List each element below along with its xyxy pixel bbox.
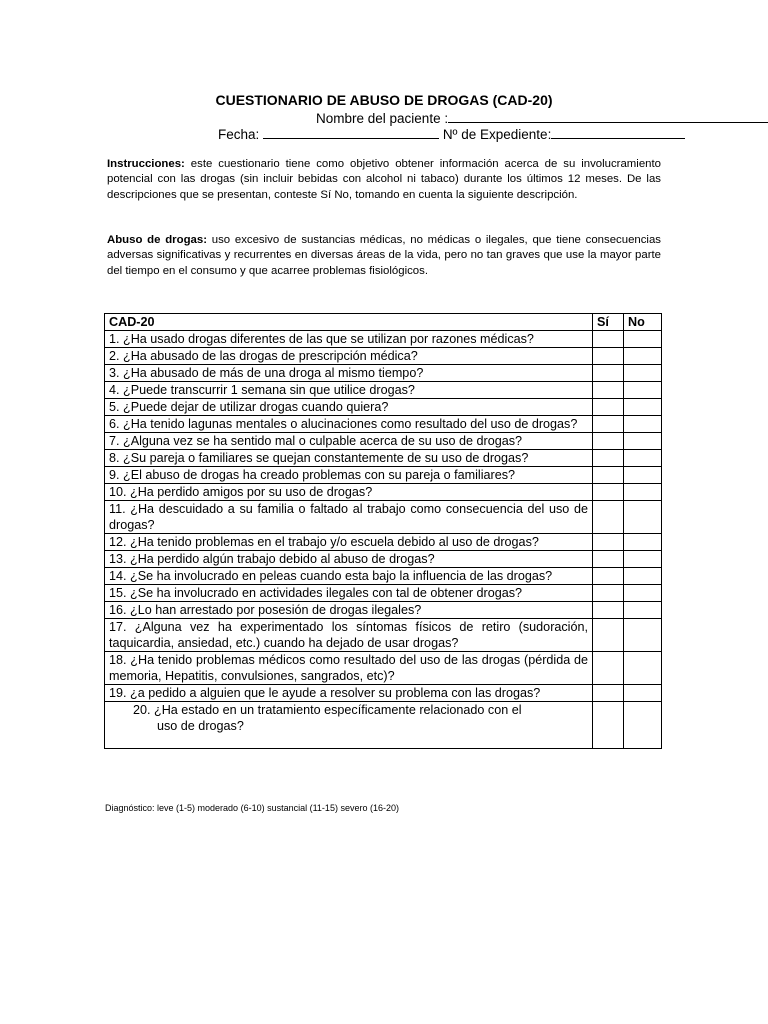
table-row (105, 416, 662, 433)
answer-yes-cell[interactable] (593, 416, 624, 433)
answer-no-cell[interactable] (624, 467, 662, 484)
question-2: 2. ¿Ha abusado de las drogas de prescripción médica? (105, 348, 593, 365)
table-row (105, 365, 662, 382)
question-17: 17. ¿Alguna vez ha experimentado los síntomas físicos de retiro (sudoración, taquicardia, ansiedad, etc.) cuando ha dejado de usar drogas? (105, 619, 593, 652)
table-row (105, 484, 662, 501)
question-18: 18. ¿Ha tenido problemas médicos como resultado del uso de las drogas (pérdida de memoria, Hepatitis, convulsiones, sangrados, etc)? (105, 652, 593, 685)
table-row (105, 652, 662, 685)
patient-name-line (316, 110, 768, 126)
answer-yes-cell[interactable] (593, 551, 624, 568)
answer-yes-cell[interactable] (593, 685, 624, 702)
question-14: 14. ¿Se ha involucrado en peleas cuando esta bajo la influencia de las drogas? (105, 568, 593, 585)
answer-no-cell[interactable] (624, 685, 662, 702)
table-row (105, 331, 662, 348)
answer-yes-cell[interactable] (593, 382, 624, 399)
table-header-row (105, 314, 662, 331)
date-field[interactable] (263, 126, 439, 139)
table-row (105, 467, 662, 484)
question-15: 15. ¿Se ha involucrado en actividades ilegales con tal de obtener drogas? (105, 585, 593, 602)
question-9: 9. ¿El abuso de drogas ha creado problemas con su pareja o familiares? (105, 467, 593, 484)
question-3: 3. ¿Ha abusado de más de una droga al mismo tiempo? (105, 365, 593, 382)
answer-yes-cell[interactable] (593, 602, 624, 619)
date-label: Fecha: (218, 127, 260, 142)
answer-no-cell[interactable] (624, 450, 662, 467)
header-no: No (624, 314, 662, 331)
answer-yes-cell[interactable] (593, 484, 624, 501)
answer-no-cell[interactable] (624, 484, 662, 501)
table-row (105, 399, 662, 416)
answer-no-cell[interactable] (624, 382, 662, 399)
answer-yes-cell[interactable] (593, 433, 624, 450)
definition-text: uso excesivo de sustancias médicas, no médicas o ilegales, que tiene consecuencias adversas significativas y recurrentes en diversas áreas de la vida, pero no tan graves que use la mayor parte del tiempo en el consumo y que acarree problemas fisiológicos. (107, 234, 661, 277)
instructions-paragraph (107, 157, 661, 203)
definition-heading: Abuso de drogas: (107, 234, 207, 246)
patient-name-field[interactable] (448, 110, 768, 123)
definition-paragraph (107, 233, 661, 279)
answer-yes-cell[interactable] (593, 467, 624, 484)
table-row (105, 433, 662, 450)
answer-yes-cell[interactable] (593, 365, 624, 382)
table-row (105, 450, 662, 467)
answer-no-cell[interactable] (624, 619, 662, 652)
table-row (105, 501, 662, 534)
patient-name-label: Nombre del paciente : (316, 111, 449, 126)
header-yes: Sí (593, 314, 624, 331)
answer-yes-cell[interactable] (593, 619, 624, 652)
table-row (105, 568, 662, 585)
table-row (105, 602, 662, 619)
date-record-line (218, 126, 685, 142)
answer-no-cell[interactable] (624, 602, 662, 619)
table-row (105, 685, 662, 702)
question-11: 11. ¿Ha descuidado a su familia o faltado al trabajo como consecuencia del uso de drogas? (105, 501, 593, 534)
answer-no-cell[interactable] (624, 399, 662, 416)
answer-no-cell[interactable] (624, 501, 662, 534)
question-20-line2: uso de drogas? (157, 719, 244, 733)
table-row (105, 534, 662, 551)
table-row (105, 702, 662, 749)
table-row (105, 585, 662, 602)
answer-yes-cell[interactable] (593, 568, 624, 585)
questions-body (105, 331, 662, 749)
answer-no-cell[interactable] (624, 551, 662, 568)
answer-yes-cell[interactable] (593, 585, 624, 602)
question-1: 1. ¿Ha usado drogas diferentes de las que se utilizan por razones médicas? (105, 331, 593, 348)
answer-yes-cell[interactable] (593, 331, 624, 348)
answer-yes-cell[interactable] (593, 348, 624, 365)
answer-yes-cell[interactable] (593, 652, 624, 685)
questionnaire-table (104, 313, 662, 749)
answer-yes-cell[interactable] (593, 399, 624, 416)
answer-no-cell[interactable] (624, 416, 662, 433)
table-row (105, 551, 662, 568)
answer-yes-cell[interactable] (593, 534, 624, 551)
answer-yes-cell[interactable] (593, 702, 624, 749)
answer-no-cell[interactable] (624, 534, 662, 551)
header-cad20: CAD-20 (105, 314, 593, 331)
question-6: 6. ¿Ha tenido lagunas mentales o alucinaciones como resultado del uso de drogas? (105, 416, 593, 433)
answer-yes-cell[interactable] (593, 450, 624, 467)
answer-no-cell[interactable] (624, 331, 662, 348)
answer-no-cell[interactable] (624, 652, 662, 685)
answer-no-cell[interactable] (624, 433, 662, 450)
question-13: 13. ¿Ha perdido algún trabajo debido al abuso de drogas? (105, 551, 593, 568)
record-field[interactable] (551, 126, 685, 139)
question-8: 8. ¿Su pareja o familiares se quejan constantemente de su uso de drogas? (105, 450, 593, 467)
question-5: 5. ¿Puede dejar de utilizar drogas cuando quiera? (105, 399, 593, 416)
table-row (105, 348, 662, 365)
answer-no-cell[interactable] (624, 568, 662, 585)
question-10: 10. ¿Ha perdido amigos por su uso de drogas? (105, 484, 593, 501)
document-title: CUESTIONARIO DE ABUSO DE DROGAS (CAD-20) (215, 92, 553, 108)
question-4: 4. ¿Puede transcurrir 1 semana sin que utilice drogas? (105, 382, 593, 399)
answer-no-cell[interactable] (624, 702, 662, 749)
instructions-text: este cuestionario tiene como objetivo obtener información acerca de su involucramiento potencial con las drogas (sin incluir bebidas con alcohol ni tabaco) durante los últimos 12 meses. De las descripciones que se presentan, conteste Sí No, tomando en cuenta la siguiente descripción. (107, 158, 661, 201)
record-label: Nº de Expediente: (442, 127, 552, 142)
table-row (105, 382, 662, 399)
answer-yes-cell[interactable] (593, 501, 624, 534)
table-row (105, 619, 662, 652)
answer-no-cell[interactable] (624, 365, 662, 382)
question-7: 7. ¿Alguna vez se ha sentido mal o culpable acerca de su uso de drogas? (105, 433, 593, 450)
question-20-line1: 20. ¿Ha estado en un tratamiento específicamente relacionado con el (133, 703, 522, 717)
answer-no-cell[interactable] (624, 348, 662, 365)
question-16: 16. ¿Lo han arrestado por posesión de drogas ilegales? (105, 602, 593, 619)
instructions-heading: Instrucciones: (107, 158, 185, 170)
answer-no-cell[interactable] (624, 585, 662, 602)
question-20 (105, 702, 593, 749)
question-19: 19. ¿a pedido a alguien que le ayude a resolver su problema con las drogas? (105, 685, 593, 702)
question-12: 12. ¿Ha tenido problemas en el trabajo y/o escuela debido al uso de drogas? (105, 534, 593, 551)
diagnosis-note: Diagnóstico: leve (1-5) moderado (6-10) sustancial (11-15) severo (16-20) (105, 803, 399, 813)
